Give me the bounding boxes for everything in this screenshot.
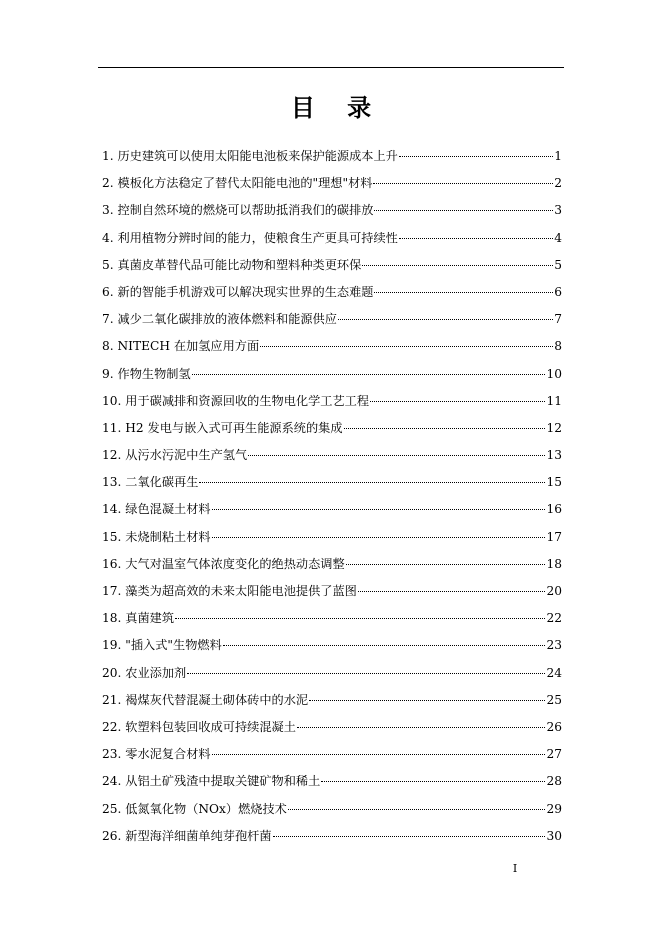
toc-entry[interactable] — [102, 610, 562, 637]
toc-dot-leader — [358, 591, 546, 592]
toc-entry-title: 20. 农业添加剂 — [102, 665, 187, 680]
toc-dot-leader — [309, 700, 545, 701]
toc-entry-title: 19. "插入式"生物燃料 — [102, 638, 222, 653]
toc-entry[interactable] — [102, 828, 562, 855]
toc-entry[interactable] — [102, 556, 562, 583]
toc-entry-title: 4. 利用植物分辨时间的能力，使粮食生产更具可持续性 — [102, 230, 398, 245]
toc-entry-title: 3. 控制自然环境的燃烧可以帮助抵消我们的碳排放 — [102, 203, 374, 218]
toc-entry-title: 24. 从铝土矿残渣中提取关键矿物和稀土 — [102, 774, 321, 789]
toc-dot-leader — [399, 156, 553, 157]
toc-dot-leader — [223, 645, 546, 646]
toc-dot-leader — [273, 836, 546, 837]
toc-entry-title: 12. 从污水污泥中生产氢气 — [102, 448, 248, 463]
toc-entry[interactable] — [102, 692, 562, 719]
toc-entry-title: 8. NITECH 在加氢应用方面 — [102, 339, 260, 354]
toc-entry-page-number: 15 — [546, 475, 562, 490]
toc-entry-page-number: 23 — [546, 638, 562, 653]
toc-entry-page-number: 1 — [554, 149, 562, 163]
toc-entry-title: 21. 褐煤灰代替混凝土砌体砖中的水泥 — [102, 692, 309, 707]
toc-entry[interactable] — [102, 637, 562, 664]
toc-entry-page-number: 16 — [546, 502, 562, 517]
toc-entry-title: 14. 绿色混凝土材料 — [102, 502, 211, 517]
toc-dot-leader — [346, 564, 546, 565]
toc-entry-page-number: 25 — [546, 692, 562, 707]
toc-entry[interactable] — [102, 311, 562, 338]
toc-entry[interactable] — [102, 719, 562, 746]
toc-entry-page-number: 28 — [546, 774, 562, 789]
toc-dot-leader — [399, 238, 553, 239]
toc-entry-page-number: 7 — [554, 312, 562, 327]
toc-entry[interactable] — [102, 501, 562, 528]
toc-entry[interactable] — [102, 529, 562, 556]
toc-entry-title: 16. 大气对温室气体浓度变化的绝热动态调整 — [102, 556, 345, 571]
toc-dot-leader — [192, 374, 546, 375]
toc-dot-leader — [187, 673, 545, 674]
toc-entry-title: 2. 模板化方法稳定了替代太阳能电池的"理想"材料 — [102, 176, 373, 191]
toc-entry-title: 11. H2 发电与嵌入式可再生能源系统的集成 — [102, 420, 343, 435]
toc-entry-title: 9. 作物生物制氢 — [102, 366, 191, 381]
toc-entry-page-number: 13 — [546, 448, 562, 463]
toc-dot-leader — [248, 455, 545, 456]
toc-entry[interactable] — [102, 393, 562, 420]
toc-entry-title: 6. 新的智能手机游戏可以解决现实世界的生态难题 — [102, 284, 374, 299]
toc-entry-page-number: 20 — [546, 584, 562, 598]
toc-dot-leader — [344, 428, 546, 429]
toc-entry-title: 15. 未烧制粘土材料 — [102, 529, 211, 544]
toc-entry-page-number: 30 — [546, 828, 562, 843]
toc-entry-page-number: 8 — [554, 339, 562, 354]
toc-entry[interactable] — [102, 148, 562, 175]
toc-entry-title: 17. 藻类为超高效的未来太阳能电池提供了蓝图 — [102, 584, 357, 598]
toc-entry[interactable] — [102, 366, 562, 393]
toc-dot-leader — [260, 346, 553, 347]
toc-entry-title: 5. 真菌皮革替代品可能比动物和塑料种类更环保 — [102, 257, 362, 272]
toc-entry-page-number: 24 — [546, 665, 562, 680]
toc-entry-title: 26. 新型海洋细菌单纯芽孢杆菌 — [102, 828, 272, 843]
toc-dot-leader — [212, 754, 546, 755]
toc-dot-leader — [374, 292, 553, 293]
toc-entry-page-number: 11 — [546, 393, 562, 408]
toc-entry[interactable] — [102, 583, 562, 610]
toc-entry[interactable] — [102, 447, 562, 474]
toc-dot-leader — [212, 537, 546, 538]
toc-entry[interactable] — [102, 202, 562, 229]
toc-dot-leader — [370, 401, 545, 402]
toc-entry[interactable] — [102, 746, 562, 773]
page-number: I — [512, 862, 518, 875]
toc-entry[interactable] — [102, 338, 562, 365]
toc-dot-leader — [175, 618, 545, 619]
toc-dot-leader — [288, 809, 546, 810]
toc-entry-page-number: 10 — [546, 366, 562, 381]
toc-entry-title: 13. 二氧化碳再生 — [102, 475, 199, 490]
toc-entry[interactable] — [102, 175, 562, 202]
toc-entry[interactable] — [102, 773, 562, 800]
toc-entry[interactable] — [102, 474, 562, 501]
table-of-contents — [102, 148, 562, 855]
toc-dot-leader — [373, 183, 553, 184]
header-rule — [98, 67, 564, 68]
toc-entry-page-number: 26 — [546, 719, 562, 734]
toc-entry-page-number: 12 — [546, 420, 562, 435]
toc-entry[interactable] — [102, 420, 562, 447]
toc-entry[interactable] — [102, 230, 562, 257]
toc-dot-leader — [199, 482, 545, 483]
toc-entry[interactable] — [102, 257, 562, 284]
toc-dot-leader — [321, 781, 545, 782]
toc-entry-page-number: 3 — [554, 203, 562, 218]
toc-entry-page-number: 6 — [554, 284, 562, 299]
toc-dot-leader — [338, 319, 553, 320]
toc-entry[interactable] — [102, 284, 562, 311]
toc-dot-leader — [212, 509, 546, 510]
toc-entry-page-number: 27 — [546, 747, 562, 762]
toc-entry-page-number: 4 — [554, 230, 562, 245]
toc-entry-title: 18. 真菌建筑 — [102, 611, 175, 626]
toc-entry[interactable] — [102, 665, 562, 692]
toc-entry-page-number: 5 — [554, 257, 562, 272]
toc-entry-page-number: 2 — [554, 176, 562, 191]
toc-dot-leader — [362, 265, 553, 266]
toc-entry-title: 10. 用于碳减排和资源回收的生物电化学工艺工程 — [102, 393, 370, 408]
toc-dot-leader — [297, 727, 546, 728]
page-title: 目 录 — [290, 93, 384, 122]
toc-entry-title: 22. 软塑料包装回收成可持续混凝土 — [102, 719, 296, 734]
toc-entry-page-number: 18 — [546, 556, 562, 571]
toc-entry-title: 23. 零水泥复合材料 — [102, 747, 211, 762]
toc-entry-page-number: 22 — [546, 611, 562, 626]
toc-entry-title: 25. 低氮氧化物（NOx）燃烧技术 — [102, 801, 287, 816]
toc-entry-title: 1. 历史建筑可以使用太阳能电池板来保护能源成本上升 — [102, 149, 398, 163]
toc-entry-page-number: 29 — [546, 801, 562, 816]
toc-dot-leader — [374, 210, 553, 211]
toc-entry-title: 7. 减少二氧化碳排放的液体燃料和能源供应 — [102, 312, 337, 327]
toc-entry-page-number: 17 — [546, 529, 562, 544]
toc-entry[interactable] — [102, 801, 562, 828]
